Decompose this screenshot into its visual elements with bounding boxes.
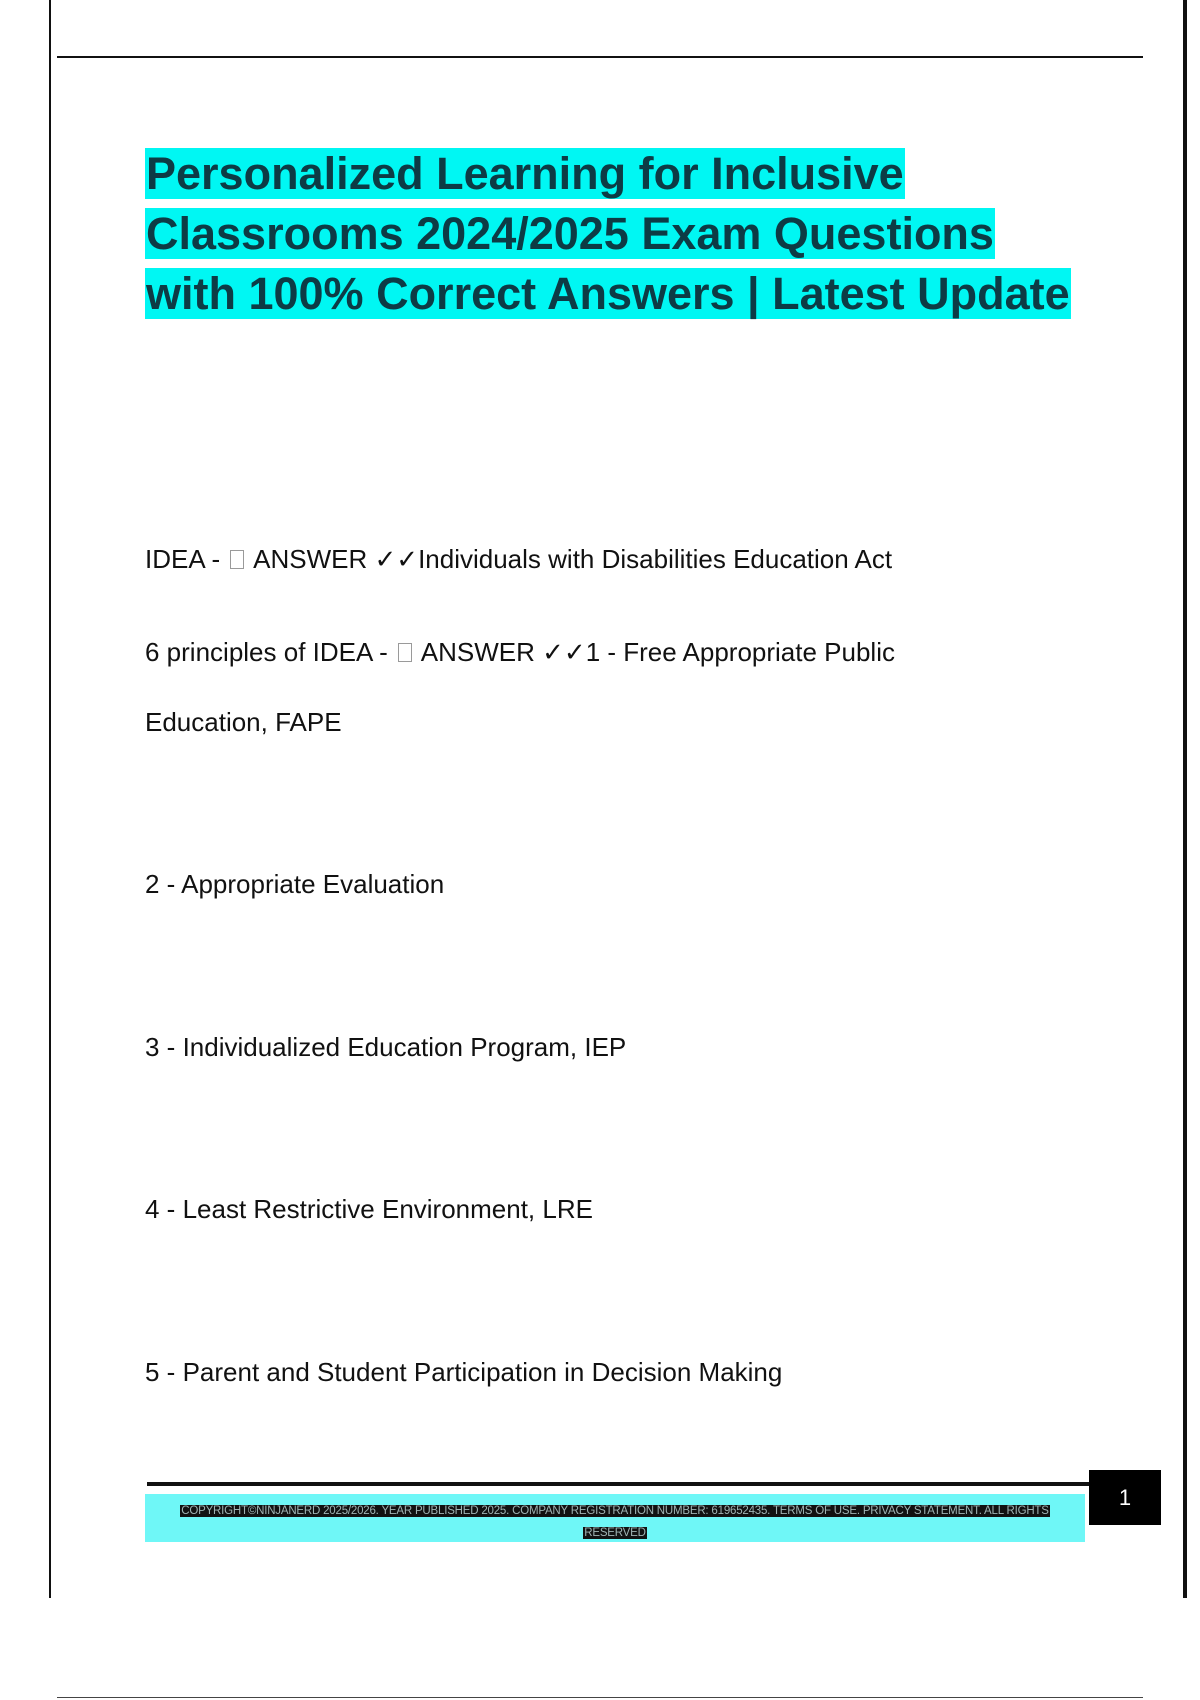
missing-glyph-icon: [230, 550, 244, 569]
missing-glyph-icon: [398, 643, 412, 662]
question-term: 6 principles of IDEA -: [145, 637, 395, 667]
answer-continuation: Education, FAPE: [145, 707, 342, 737]
qa-entry-principles: [145, 636, 895, 668]
page-border-right: [1183, 0, 1187, 1598]
answer-label: ANSWER ✓✓: [415, 637, 586, 667]
answer-text: Individuals with Disabilities Education Act: [418, 544, 893, 574]
footer-copyright: [150, 1500, 1080, 1544]
answer-label: ANSWER ✓✓: [247, 544, 419, 574]
footer-rule: [147, 1482, 1089, 1486]
question-term: IDEA -: [145, 544, 228, 574]
principle-item: 3 - Individualized Education Program, IEP: [145, 1032, 627, 1062]
document-title: [145, 144, 1085, 324]
page-border-left: [49, 0, 51, 1598]
principle-item: 4 - Least Restrictive Environment, LRE: [145, 1194, 593, 1224]
qa-entry-idea: [145, 543, 892, 575]
answer-text: 1 - Free Appropriate Public: [585, 637, 895, 667]
page-number-badge: 1: [1089, 1470, 1161, 1525]
next-page-rule: [57, 1697, 1143, 1698]
principle-item: 2 - Appropriate Evaluation: [145, 869, 445, 899]
footer-copyright-text: COPYRIGHT©NINJANERD 2025/2026. YEAR PUBLISHED 2025. COMPANY REGISTRATION NUMBER: 619652435. TERMS OF USE. PRIVACY STATEMENT. ALL RIGHTS RESERVED: [181, 1505, 1049, 1539]
document-title-text: Personalized Learning for Inclusive Classrooms 2024/2025 Exam Questions with 100% Correct Answers | Latest Update: [146, 148, 1070, 319]
header-rule: [57, 56, 1143, 58]
principle-item: 5 - Parent and Student Participation in Decision Making: [145, 1357, 783, 1387]
